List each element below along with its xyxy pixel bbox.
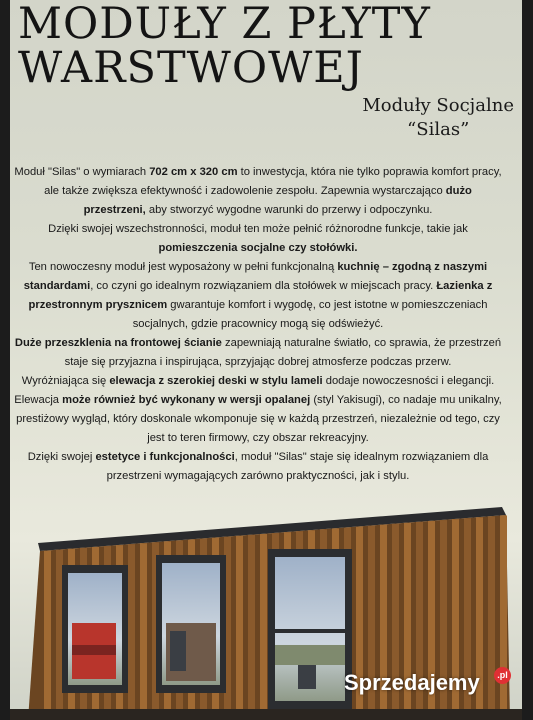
text-run: , moduł "Silas" staje się idealnym rozwiązaniem dla przestrzeni wymagających zarówno praktyczności, jak i stylu.: [106, 451, 489, 482]
wood-slat: [44, 551, 51, 720]
subtitle-line-1: Moduły Socjalne: [362, 95, 514, 116]
wood-slat: [248, 535, 255, 720]
wood-slat: [236, 536, 243, 720]
bold-text: elewacja z szerokiej deski w stylu lameli: [109, 375, 323, 387]
watermark: Sprzedajemy: [344, 670, 480, 695]
bold-text: Duże przeszklenia na frontowej ścianie: [14, 337, 222, 349]
subtitle-line-2: “Silas”: [407, 119, 470, 140]
wood-slat: [128, 544, 135, 720]
subtitle: [362, 94, 514, 142]
text-run: Dzięki swojej wszechstronności, moduł ten może pełnić różnorodne funkcje, takie jak: [48, 223, 468, 235]
paragraph: [12, 334, 504, 372]
window-left: [62, 565, 128, 693]
paragraph: [12, 220, 504, 258]
text-run: gwarantuje komfort i wygodę, co jest istotne w pomieszczeniach socjalnych, gdzie pracownicy mogą się odświeżyć.: [132, 299, 488, 330]
wood-slat: [260, 534, 267, 720]
text-run: (styl Yakisugi), co nadaje mu unikalny, prestiżowy wygląd, który doskonale wkomponuje się w każdą przestrzeń, niezależnie od tego, czy jest to teren firmowy, czy obszar rekreacyjny.: [16, 394, 502, 444]
text-run: zapewniają naturalne światło, co sprawia, że przestrzeń staje się przyjazna i inspirująca, sprzyjając dobrej atmosferze podczas przerw.: [64, 337, 502, 368]
description-text: [12, 163, 504, 486]
bold-text: 702 cm x 320 cm: [149, 166, 238, 178]
text-run: dodaje nowoczesności i elegancji. Elewacja: [14, 375, 495, 406]
wood-slat: [56, 550, 63, 720]
text-run: aby stworzyć wygodne warunki do przerwy i odpoczynku.: [145, 204, 433, 216]
text-run: Moduł "Silas" o wymiarach: [14, 166, 150, 178]
text-run: Dzięki swojej: [27, 451, 96, 463]
bold-text: estetyce i funkcjonalności: [95, 451, 235, 463]
text-run: Wyróżniająca się: [21, 375, 110, 387]
bold-text: dużo przestrzeni,: [83, 185, 472, 216]
title-line-2: WARSTWOWEJ: [18, 43, 364, 93]
title-line-1: MODUŁY Z PŁYTY: [18, 0, 431, 49]
wood-slat: [488, 516, 495, 720]
bold-text: Łazienka z przestronnym prysznicem: [28, 280, 493, 311]
paragraph: [12, 258, 504, 334]
text-run: Ten nowoczesny moduł jest wyposażony w pełni funkcjonalną: [28, 261, 338, 273]
page-title: [18, 0, 431, 93]
bold-text: kuchnię – zgodną z naszymi standardami: [23, 261, 488, 292]
bold-text: pomieszczenia socjalne czy stołówki.: [158, 242, 358, 254]
text-run: , co czyni go idealnym rozwiązaniem dla stołówek w miejscach pracy.: [90, 280, 437, 292]
bold-text: może również być wykonany w wersji opalanej: [62, 394, 311, 406]
paragraph: [12, 448, 504, 486]
wood-slat: [500, 515, 507, 720]
window-middle: [156, 555, 226, 693]
wood-slat: [140, 543, 147, 720]
text-run: to inwestycja, która nie tylko poprawia komfort pracy, ale także zwiększa efektywność i zadowolenie zespołu. Zapewnia wystarczająco: [44, 166, 502, 197]
flyer-page: [10, 0, 522, 720]
door: [268, 549, 352, 709]
paragraph: [12, 163, 504, 220]
paragraph: [12, 372, 504, 448]
watermark-badge: .pl: [494, 667, 511, 684]
